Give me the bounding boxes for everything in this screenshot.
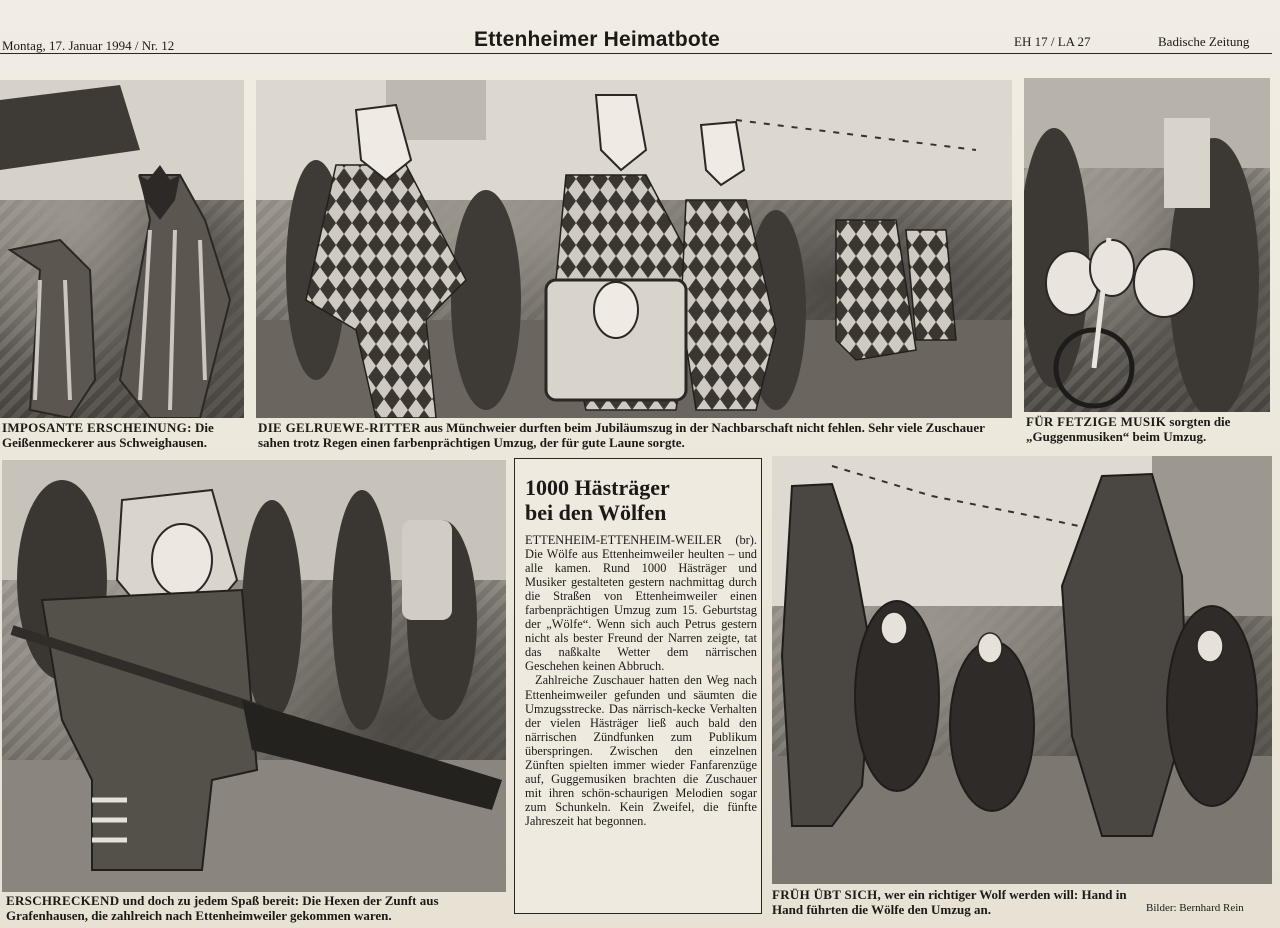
caption-lead: FÜR FETZIGE MUSIK: [1026, 414, 1167, 429]
photo-wolves-with-children: [772, 456, 1272, 884]
article-body: [525, 533, 757, 828]
masthead-paper: Badische Zeitung: [1158, 34, 1250, 49]
headline-line-2: bei den Wölfen: [525, 500, 667, 525]
photo-witch-with-broom: [2, 460, 506, 892]
caption-drums: [1026, 414, 1274, 444]
caption-lead: ERSCHRECKEND: [6, 893, 120, 908]
caption-text: aus Münchweier durften beim Jubiläumszug in der Nachbarschaft nicht fehlen. Sehr viele Zuschauer sahen trotz Regen einen farbenprächtigen Umzug, der für gute Laune sorgte.: [258, 420, 985, 450]
caption-lead: DIE GELRUEWE-RITTER: [258, 420, 421, 435]
article-box: [514, 458, 762, 914]
headline-line-1: 1000 Hästräger: [525, 475, 670, 500]
photo-credit: Bilder: Bernhard Rein: [1146, 902, 1244, 914]
caption-knights: [258, 420, 1014, 450]
photo-diamond-costume-parade: [256, 80, 1012, 418]
caption-text: wer ein richtiger Wolf werden will: Hand in Hand führten die Wölfe den Umzug an.: [772, 887, 1127, 917]
masthead-date: Montag, 17. Januar 1994 / Nr. 12: [2, 38, 175, 53]
caption-wolves: [772, 887, 1148, 917]
caption-witch: [6, 893, 512, 923]
caption-text: Die Geißenmeckerer aus Schweighausen.: [2, 420, 214, 450]
photo-goat-masked-figures: [0, 80, 244, 418]
caption-text: und doch zu jedem Spaß bereit: Die Hexen der Zunft aus Grafenhausen, die zahlreich nach Ettenheimweiler gekommen waren.: [6, 893, 439, 923]
article-paragraph: ETTENHEIM-ETTENHEIM-WEILER (br). Die Wölfe aus Ettenheimweiler heulten – und alle kamen. Rund 1000 Hästräger und Musiker gestalteten gestern nachmittag durch die Straßen von Ettenheimweiler einen farbenprächtigen Umzug zum 15. Geburtstag der „Wölfe“. Wenn sich auch Petrus gestern nicht als bester Freund der Narren zeigte, tat das naßkalte Wetter dem närrischen Geschehen keinen Abbruch.: [525, 533, 757, 674]
caption-lead: IMPOSANTE ERSCHEINUNG:: [2, 420, 192, 435]
article-headline: [525, 475, 757, 525]
caption-text: sorgten die „Guggenmusiken“ beim Umzug.: [1026, 414, 1231, 444]
caption-goat-masks: [2, 420, 248, 450]
photo-drummers: [1024, 78, 1270, 412]
caption-lead: FRÜH ÜBT SICH,: [772, 887, 882, 902]
masthead: [0, 28, 1272, 54]
article-paragraph: Zahlreiche Zuschauer hatten den Weg nach Ettenheimweiler gefunden und säumten die Umzugsstrecke. Das närrisch-kecke Verhalten der vielen Hästräger ließ auch bald den närrischen Zündfunken zum Publikum überspringen. Zwischen den einzelnen Zünften spielten immer wieder Fanfarenzüge auf, Guggemusiken brachten die Zuschauer mit ihren schön-schaurigen Melodien sogar zum Schunkeln. Kein Zweifel, die fünfte Jahreszeit hat begonnen.: [525, 673, 757, 828]
masthead-title: Ettenheimer Heimatbote: [474, 28, 720, 51]
masthead-edition: EH 17 / LA 27: [1014, 34, 1091, 49]
